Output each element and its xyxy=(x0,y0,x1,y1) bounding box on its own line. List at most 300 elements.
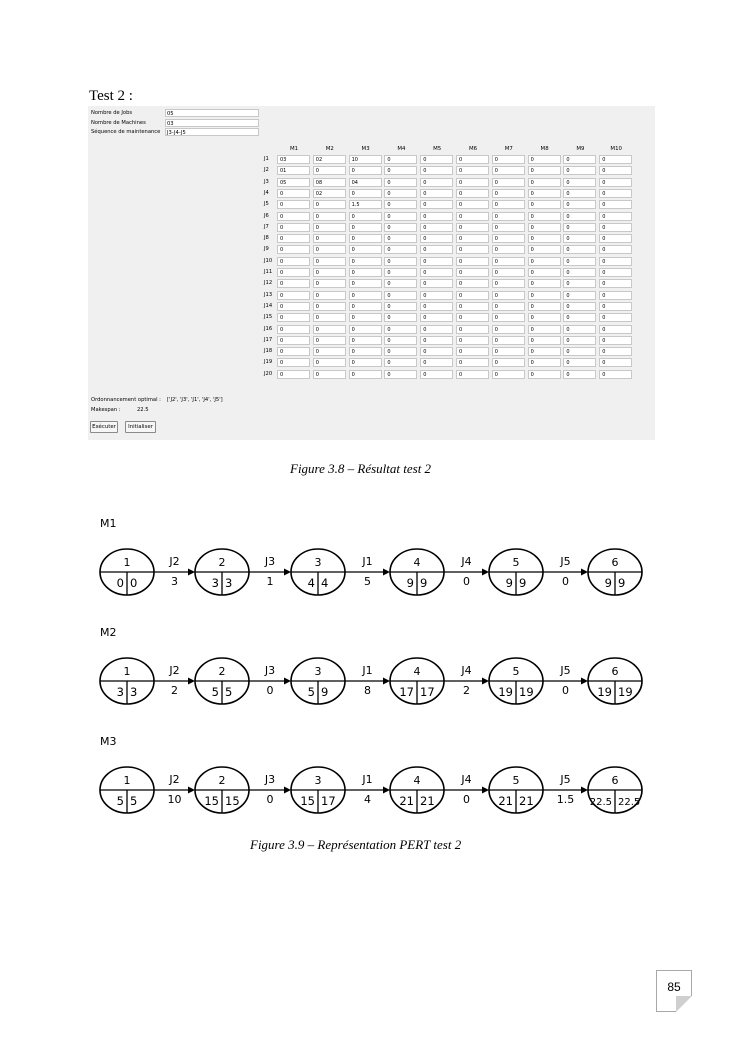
grid-cell-input[interactable]: 0 xyxy=(528,268,561,277)
grid-cell-input[interactable]: 0 xyxy=(456,234,489,243)
pert-edge-duration: 0 xyxy=(562,684,569,697)
grid-cell-input[interactable]: 0 xyxy=(313,302,346,311)
grid-cell-input[interactable]: 0 xyxy=(277,325,310,334)
grid-cell-input[interactable]: 0 xyxy=(563,189,596,198)
pert-node xyxy=(489,658,543,704)
grid-cell-input[interactable]: 0 xyxy=(420,325,453,334)
grid-cell-input[interactable]: 1.5 xyxy=(349,200,382,209)
pert-node-latest: 9 xyxy=(519,576,527,590)
pert-edge-duration: 0 xyxy=(562,575,569,588)
grid-cell-input[interactable]: 0 xyxy=(313,291,346,300)
grid-cell-input[interactable]: 0 xyxy=(277,189,310,198)
grid-cell-input[interactable]: 0 xyxy=(599,212,632,221)
grid-cell-input[interactable]: 0 xyxy=(456,291,489,300)
grid-cell-input[interactable]: 0 xyxy=(384,370,417,379)
grid-cell-input[interactable]: 0 xyxy=(563,212,596,221)
grid-cell-input[interactable]: 0 xyxy=(313,325,346,334)
grid-cell-input[interactable]: 0 xyxy=(492,291,525,300)
grid-cell-input[interactable]: 0 xyxy=(349,279,382,288)
grid-cell-input[interactable]: 0 xyxy=(349,166,382,175)
column-header: M7 xyxy=(504,146,513,152)
grid-cell-input[interactable]: 0 xyxy=(313,257,346,266)
pert-node xyxy=(195,549,249,595)
pert-node-id: 5 xyxy=(512,665,520,678)
grid-cell-input[interactable]: 0 xyxy=(456,325,489,334)
grid-cell-input[interactable]: 0 xyxy=(563,245,596,254)
column-header: M5 xyxy=(433,146,442,152)
grid-cell-input[interactable]: 0 xyxy=(349,189,382,198)
grid-cell-input[interactable]: 0 xyxy=(349,336,382,345)
grid-cell-input[interactable]: 0 xyxy=(313,358,346,367)
grid-cell-input[interactable]: 0 xyxy=(384,234,417,243)
grid-cell-input[interactable]: 0 xyxy=(277,347,310,356)
grid-cell-input[interactable]: 0 xyxy=(420,336,453,345)
pert-edge-job: J5 xyxy=(560,555,571,568)
grid-cell-input[interactable]: 0 xyxy=(420,302,453,311)
grid-cell-input[interactable]: 0 xyxy=(528,347,561,356)
pert-edge-job: J5 xyxy=(560,773,571,786)
grid-cell-input[interactable]: 0 xyxy=(384,358,417,367)
row-label: J8 xyxy=(264,235,269,242)
grid-cell-input[interactable]: 0 xyxy=(492,325,525,334)
pert-edge-job: J1 xyxy=(362,664,373,677)
grid-cell-input[interactable]: 0 xyxy=(563,234,596,243)
grid-cell-input[interactable]: 05 xyxy=(277,178,310,187)
pert-node xyxy=(588,658,642,704)
grid-cell-input[interactable]: 0 xyxy=(349,347,382,356)
grid-cell-input[interactable]: 0 xyxy=(456,336,489,345)
grid-cell-input[interactable]: 01 xyxy=(277,166,310,175)
pert-node xyxy=(390,549,444,595)
pert-node-id: 6 xyxy=(611,774,619,787)
grid-cell-input[interactable]: 0 xyxy=(563,336,596,345)
pert-node-earliest: 19 xyxy=(498,685,513,699)
pert-node-earliest: 5 xyxy=(307,685,315,699)
grid-cell-input[interactable]: 0 xyxy=(277,370,310,379)
pert-edge-duration: 1.5 xyxy=(556,793,575,806)
pert-edge-duration: 10 xyxy=(167,793,182,806)
grid-cell-input[interactable]: 0 xyxy=(277,212,310,221)
param-row xyxy=(88,109,260,118)
grid-cell-input[interactable]: 0 xyxy=(384,313,417,322)
grid-cell-input[interactable]: 0 xyxy=(528,245,561,254)
param-input[interactable]: 05 xyxy=(165,109,259,117)
grid-cell-input[interactable]: 0 xyxy=(456,245,489,254)
pert-edge-duration: 0 xyxy=(266,793,274,806)
grid-cell-input[interactable]: 0 xyxy=(277,336,310,345)
grid-cell-input[interactable]: 0 xyxy=(456,257,489,266)
grid-cell-input[interactable]: 0 xyxy=(349,325,382,334)
grid-cell-input[interactable]: 0 xyxy=(599,358,632,367)
grid-cell-input[interactable]: 0 xyxy=(384,166,417,175)
reset-button[interactable]: Initialiser xyxy=(125,421,156,433)
grid-cell-input[interactable]: 0 xyxy=(349,358,382,367)
grid-cell-input[interactable]: 0 xyxy=(313,336,346,345)
grid-cell-input[interactable]: 0 xyxy=(492,189,525,198)
grid-cell-input[interactable]: 0 xyxy=(599,302,632,311)
figure-3-8-caption: Figure 3.8 – Résultat test 2 xyxy=(290,461,432,476)
pert-node xyxy=(100,767,154,813)
pert-node-id: 3 xyxy=(314,556,322,569)
pert-edge-job: J3 xyxy=(264,664,276,677)
grid-cell-input[interactable]: 0 xyxy=(599,336,632,345)
pert-edge-duration: 2 xyxy=(171,684,178,697)
grid-cell-input[interactable]: 0 xyxy=(384,336,417,345)
grid-cell-input[interactable]: 0 xyxy=(599,245,632,254)
grid-cell-input[interactable]: 0 xyxy=(313,370,346,379)
grid-cell-input[interactable]: 0 xyxy=(384,223,417,232)
grid-cell-input[interactable]: 0 xyxy=(313,245,346,254)
row-label: J18 xyxy=(264,348,273,355)
grid-cell-input[interactable]: 0 xyxy=(420,234,453,243)
pert-node-id: 5 xyxy=(512,774,520,787)
param-row xyxy=(88,119,260,128)
grid-cell-input[interactable]: 0 xyxy=(420,291,453,300)
grid-cell-input[interactable]: 0 xyxy=(349,245,382,254)
grid-cell-input[interactable]: 0 xyxy=(492,313,525,322)
grid-cell-input[interactable]: 0 xyxy=(528,200,561,209)
grid-cell-input[interactable]: 0 xyxy=(384,245,417,254)
figure-3-9-caption: Figure 3.9 – Représentation PERT test 2 xyxy=(250,837,462,852)
grid-cell-input[interactable]: 0 xyxy=(456,279,489,288)
row-label: J6 xyxy=(264,212,269,219)
arrowhead-icon xyxy=(581,569,588,576)
pert-edge-duration: 5 xyxy=(364,575,371,588)
grid-cell-input[interactable]: 0 xyxy=(599,166,632,175)
pert-edge-duration: 4 xyxy=(364,793,371,806)
grid-cell-input[interactable]: 0 xyxy=(492,347,525,356)
arrowhead-icon xyxy=(188,678,195,685)
grid-cell-input[interactable]: 0 xyxy=(420,257,453,266)
param-row xyxy=(88,128,260,137)
page-fold-icon xyxy=(676,996,692,1012)
grid-cell-input[interactable]: 04 xyxy=(349,178,382,187)
grid-cell-input[interactable]: 0 xyxy=(420,178,453,187)
row-label: J5 xyxy=(264,201,269,208)
grid-cell-input[interactable]: 0 xyxy=(277,268,310,277)
grid-cell-input[interactable]: 0 xyxy=(492,155,525,164)
grid-cell-input[interactable]: 0 xyxy=(563,223,596,232)
grid-cell-input[interactable]: 0 xyxy=(528,234,561,243)
grid-cell-input[interactable]: 0 xyxy=(277,257,310,266)
grid-cell-input[interactable]: 0 xyxy=(563,347,596,356)
row-label: J17 xyxy=(264,336,273,343)
grid-cell-input[interactable]: 0 xyxy=(563,358,596,367)
scheduler-window xyxy=(88,106,655,440)
grid-cell-input[interactable]: 0 xyxy=(420,313,453,322)
grid-cell-input[interactable]: 02 xyxy=(313,155,346,164)
pert-node-earliest: 3 xyxy=(116,685,124,699)
grid-cell-input[interactable]: 0 xyxy=(456,189,489,198)
grid-cell-input[interactable]: 0 xyxy=(384,155,417,164)
grid-cell-input[interactable]: 0 xyxy=(528,313,561,322)
grid-cell-input[interactable]: 0 xyxy=(563,313,596,322)
grid-cell-input[interactable]: 0 xyxy=(349,302,382,311)
grid-cell-input[interactable]: 0 xyxy=(563,370,596,379)
test-heading: Test 2 : xyxy=(89,88,133,104)
pert-node xyxy=(195,767,249,813)
grid-cell-input[interactable]: 0 xyxy=(420,370,453,379)
pert-node-latest: 0 xyxy=(130,576,138,590)
grid-cell-input[interactable]: 0 xyxy=(492,370,525,379)
grid-cell-input[interactable]: 0 xyxy=(277,234,310,243)
grid-cell-input[interactable]: 0 xyxy=(599,155,632,164)
grid-cell-input[interactable]: 0 xyxy=(528,155,561,164)
grid-cell-input[interactable]: 0 xyxy=(277,200,310,209)
pert-node-earliest: 5 xyxy=(116,794,124,808)
grid-cell-input[interactable]: 0 xyxy=(420,268,453,277)
grid-cell-input[interactable]: 0 xyxy=(528,291,561,300)
pert-node xyxy=(390,767,444,813)
pert-node-latest: 22.5 xyxy=(618,797,641,808)
grid-cell-input[interactable]: 0 xyxy=(492,245,525,254)
grid-cell-input[interactable]: 0 xyxy=(349,234,382,243)
grid-cell-input[interactable]: 10 xyxy=(349,155,382,164)
grid-cell-input[interactable]: 0 xyxy=(277,358,310,367)
pert-node-id: 3 xyxy=(314,665,322,678)
grid-cell-input[interactable]: 0 xyxy=(492,279,525,288)
grid-cell-input[interactable]: 0 xyxy=(563,155,596,164)
grid-cell-input[interactable]: 0 xyxy=(528,212,561,221)
param-input[interactable]: J3-J4-J5 xyxy=(165,128,259,136)
pert-node-latest: 5 xyxy=(130,794,138,808)
grid-cell-input[interactable]: 03 xyxy=(277,155,310,164)
grid-cell-input[interactable]: 02 xyxy=(313,189,346,198)
pert-edge-job: J2 xyxy=(169,664,180,677)
grid-cell-input[interactable]: 0 xyxy=(528,166,561,175)
grid-cell-input[interactable]: 0 xyxy=(420,166,453,175)
page-number: 85 xyxy=(667,980,681,994)
grid-cell-input[interactable]: 0 xyxy=(384,279,417,288)
pert-edge-job: J1 xyxy=(362,555,373,568)
grid-cell-input[interactable]: 0 xyxy=(456,212,489,221)
grid-cell-input[interactable]: 0 xyxy=(313,200,346,209)
grid-cell-input[interactable]: 0 xyxy=(277,302,310,311)
grid-cell-input[interactable]: 0 xyxy=(349,268,382,277)
arrowhead-icon xyxy=(482,787,489,794)
grid-cell-input[interactable]: 0 xyxy=(563,268,596,277)
pert-node xyxy=(100,658,154,704)
column-header: M3 xyxy=(361,146,370,152)
grid-cell-input[interactable]: 0 xyxy=(456,370,489,379)
grid-cell-input[interactable]: 08 xyxy=(313,178,346,187)
grid-cell-input[interactable]: 0 xyxy=(384,200,417,209)
grid-cell-input[interactable]: 0 xyxy=(528,336,561,345)
grid-cell-input[interactable]: 0 xyxy=(456,302,489,311)
param-input[interactable]: 03 xyxy=(165,119,259,127)
grid-cell-input[interactable]: 0 xyxy=(277,223,310,232)
pert-edge-job: J2 xyxy=(169,555,180,568)
grid-cell-input[interactable]: 0 xyxy=(599,370,632,379)
grid-cell-input[interactable]: 0 xyxy=(492,212,525,221)
grid-cell-input[interactable]: 0 xyxy=(420,245,453,254)
grid-cell-input[interactable]: 0 xyxy=(456,166,489,175)
grid-cell-input[interactable]: 0 xyxy=(420,189,453,198)
column-header: M6 xyxy=(468,146,478,152)
grid-cell-input[interactable]: 0 xyxy=(384,189,417,198)
pert-node xyxy=(588,549,642,595)
grid-cell-input[interactable]: 0 xyxy=(563,302,596,311)
grid-cell-input[interactable]: 0 xyxy=(456,200,489,209)
grid-cell-input[interactable]: 0 xyxy=(349,313,382,322)
grid-cell-input[interactable]: 0 xyxy=(456,155,489,164)
grid-cell-input[interactable]: 0 xyxy=(420,358,453,367)
grid-cell-input[interactable]: 0 xyxy=(384,302,417,311)
grid-cell-input[interactable]: 0 xyxy=(313,234,346,243)
grid-cell-input[interactable]: 0 xyxy=(599,178,632,187)
grid-cell-input[interactable]: 0 xyxy=(492,166,525,175)
pert-node-latest: 9 xyxy=(618,576,626,590)
grid-cell-input[interactable]: 0 xyxy=(492,200,525,209)
grid-cell-input[interactable]: 0 xyxy=(420,347,453,356)
grid-cell-input[interactable]: 0 xyxy=(456,313,489,322)
pert-node-earliest: 17 xyxy=(399,685,414,699)
grid-cell-input[interactable]: 0 xyxy=(528,223,561,232)
arrowhead-icon xyxy=(188,569,195,576)
pert-node xyxy=(588,767,642,813)
pert-node-earliest: 4 xyxy=(307,576,315,590)
grid-cell-input[interactable]: 0 xyxy=(492,223,525,232)
pert-node-latest: 3 xyxy=(130,685,138,699)
grid-cell-input[interactable]: 0 xyxy=(420,279,453,288)
grid-cell-input[interactable]: 0 xyxy=(528,302,561,311)
pert-node-earliest: 9 xyxy=(406,576,414,590)
grid-cell-input[interactable]: 0 xyxy=(528,178,561,187)
grid-cell-input[interactable]: 0 xyxy=(599,313,632,322)
grid-cell-input[interactable]: 0 xyxy=(599,200,632,209)
grid-cell-input[interactable]: 0 xyxy=(528,257,561,266)
grid-cell-input[interactable]: 0 xyxy=(384,212,417,221)
grid-cell-input[interactable]: 0 xyxy=(563,178,596,187)
grid-cell-input[interactable]: 0 xyxy=(384,291,417,300)
row-label: J2 xyxy=(264,167,269,174)
grid-cell-input[interactable]: 0 xyxy=(313,347,346,356)
grid-cell-input[interactable]: 0 xyxy=(563,166,596,175)
grid-cell-input[interactable]: 0 xyxy=(563,291,596,300)
grid-cell-input[interactable]: 0 xyxy=(563,279,596,288)
grid-cell-input[interactable]: 0 xyxy=(277,291,310,300)
grid-cell-input[interactable]: 0 xyxy=(384,178,417,187)
grid-cell-input[interactable]: 0 xyxy=(313,223,346,232)
grid-cell-input[interactable]: 0 xyxy=(528,358,561,367)
grid-cell-input[interactable]: 0 xyxy=(492,302,525,311)
grid-cell-input[interactable]: 0 xyxy=(492,257,525,266)
grid-cell-input[interactable]: 0 xyxy=(313,313,346,322)
grid-cell-input[interactable]: 0 xyxy=(384,257,417,266)
pert-node-earliest: 9 xyxy=(505,576,513,590)
grid-cell-input[interactable]: 0 xyxy=(599,291,632,300)
grid-cell-input[interactable]: 0 xyxy=(599,234,632,243)
pert-node-id: 3 xyxy=(314,774,322,787)
arrowhead-icon xyxy=(284,678,291,685)
grid-cell-input[interactable]: 0 xyxy=(492,268,525,277)
grid-cell-input[interactable]: 0 xyxy=(599,189,632,198)
grid-cell-input[interactable]: 0 xyxy=(420,155,453,164)
grid-cell-input[interactable]: 0 xyxy=(349,223,382,232)
grid-cell-input[interactable]: 0 xyxy=(420,212,453,221)
grid-cell-input[interactable]: 0 xyxy=(456,268,489,277)
row-label: J9 xyxy=(264,246,269,253)
grid-cell-input[interactable]: 0 xyxy=(528,325,561,334)
grid-cell-input[interactable]: 0 xyxy=(420,200,453,209)
pert-node-latest: 4 xyxy=(321,576,329,590)
execute-button[interactable]: Exécuter xyxy=(90,421,118,433)
arrowhead-icon xyxy=(188,787,195,794)
grid-cell-input[interactable]: 0 xyxy=(313,268,346,277)
grid-cell-input[interactable]: 0 xyxy=(492,336,525,345)
grid-cell-input[interactable]: 0 xyxy=(456,178,489,187)
grid-cell-input[interactable]: 0 xyxy=(456,223,489,232)
row-label: J16 xyxy=(264,325,273,332)
makespan-label: Makespan : xyxy=(91,407,121,413)
grid-cell-input[interactable]: 0 xyxy=(599,223,632,232)
arrowhead-icon xyxy=(284,569,291,576)
makespan-value: 22.5 xyxy=(137,407,149,413)
grid-cell-input[interactable]: 0 xyxy=(492,178,525,187)
grid-cell-input[interactable]: 0 xyxy=(599,268,632,277)
grid-cell-input[interactable]: 0 xyxy=(420,223,453,232)
pert-node-latest: 21 xyxy=(519,794,534,808)
grid-cell-input[interactable]: 0 xyxy=(349,257,382,266)
pert-node-latest: 15 xyxy=(225,794,240,808)
pert-edge-job: J4 xyxy=(461,773,472,786)
row-label: J19 xyxy=(264,359,273,366)
grid-cell-input[interactable]: 0 xyxy=(349,370,382,379)
pert-node-latest: 9 xyxy=(321,685,329,699)
grid-cell-input[interactable]: 0 xyxy=(563,325,596,334)
grid-cell-input[interactable]: 0 xyxy=(492,358,525,367)
grid-cell-input[interactable]: 0 xyxy=(349,212,382,221)
grid-cell-input[interactable]: 0 xyxy=(313,166,346,175)
pert-edge-duration: 1 xyxy=(266,575,274,588)
grid-cell-input[interactable]: 0 xyxy=(599,279,632,288)
grid-cell-input[interactable]: 0 xyxy=(277,279,310,288)
pert-edge-duration: 0 xyxy=(463,575,470,588)
grid-cell-input[interactable]: 0 xyxy=(528,189,561,198)
grid-cell-input[interactable]: 0 xyxy=(599,347,632,356)
row-label: J12 xyxy=(264,280,273,287)
pert-diagram xyxy=(90,535,650,605)
column-header: M1 xyxy=(289,146,299,152)
grid-cell-input[interactable]: 0 xyxy=(277,313,310,322)
row-label: J7 xyxy=(264,223,269,230)
pert-edge-duration: 2 xyxy=(463,684,470,697)
grid-cell-input[interactable]: 0 xyxy=(384,268,417,277)
grid-cell-input[interactable]: 0 xyxy=(563,200,596,209)
grid-cell-input[interactable]: 0 xyxy=(384,347,417,356)
grid-cell-input[interactable]: 0 xyxy=(528,370,561,379)
grid-cell-input[interactable]: 0 xyxy=(349,291,382,300)
grid-cell-input[interactable]: 0 xyxy=(492,234,525,243)
grid-cell-input[interactable]: 0 xyxy=(599,325,632,334)
grid-cell-input[interactable]: 0 xyxy=(456,358,489,367)
pert-node-earliest: 21 xyxy=(498,794,513,808)
grid-cell-input[interactable]: 0 xyxy=(528,279,561,288)
pert-node-id: 6 xyxy=(611,556,619,569)
pert-node-id: 4 xyxy=(413,665,421,678)
grid-cell-input[interactable]: 0 xyxy=(313,279,346,288)
pert-edge-job: J2 xyxy=(169,773,180,786)
grid-cell-input[interactable]: 0 xyxy=(456,347,489,356)
grid-cell-input[interactable]: 0 xyxy=(563,257,596,266)
grid-cell-input[interactable]: 0 xyxy=(277,245,310,254)
grid-cell-input[interactable]: 0 xyxy=(313,212,346,221)
pert-node xyxy=(100,549,154,595)
pert-node xyxy=(489,767,543,813)
pert-node-earliest: 19 xyxy=(597,685,612,699)
grid-cell-input[interactable]: 0 xyxy=(599,257,632,266)
grid-cell-input[interactable]: 0 xyxy=(384,325,417,334)
